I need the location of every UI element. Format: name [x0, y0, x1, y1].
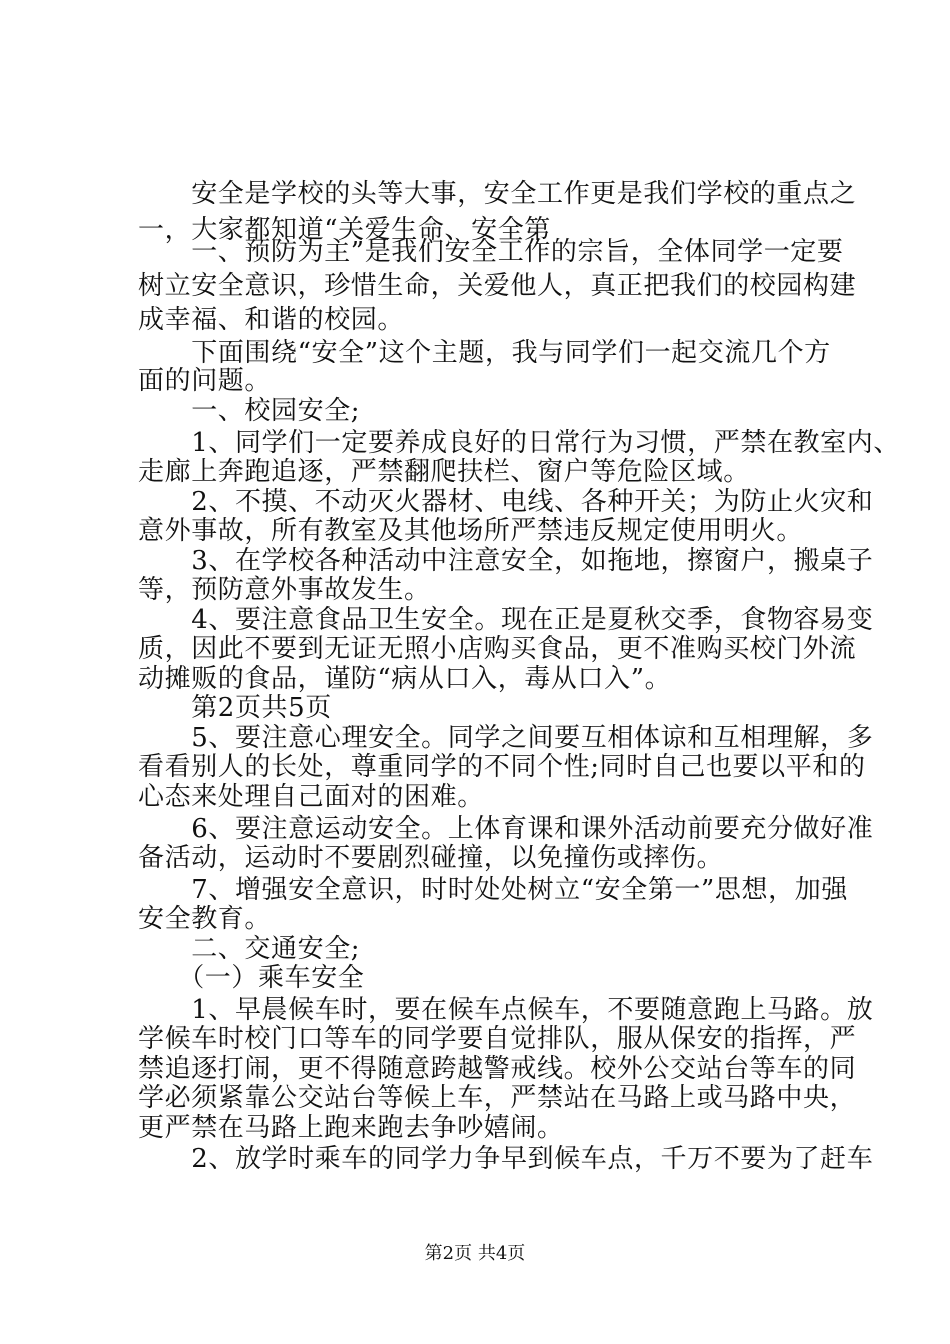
text-line: 6、要注意运动安全。上体育课和课外活动前要充分做好准 [138, 814, 874, 844]
text-line: 一，大家都知道“关爱生命、安全第 [138, 215, 551, 245]
text-line: 树立安全意识，珍惜生命，关爱他人，真正把我们的校园构建 [138, 271, 857, 301]
text-line: 更严禁在马路上跑来跑去争吵嬉闹。 [138, 1113, 564, 1143]
text-line: 备活动，运动时不要剧烈碰撞，以免撞伤或摔伤。 [138, 843, 724, 873]
text-line: 意外事故，所有教室及其他场所严禁违反规定使用明火。 [138, 516, 804, 546]
text-line: 动摊贩的食品，谨防“病从口入，毒从口入”。 [138, 664, 672, 694]
page-footer: 第2页 共4页 [424, 1243, 526, 1264]
text-line: 禁追逐打闹，更不得随意跨越警戒线。校外公交站台等车的同 [138, 1054, 857, 1084]
text-line: 3、在学校各种活动中注意安全，如拖地，擦窗户，搬桌子 [138, 546, 874, 576]
text-line: 面的问题。 [138, 366, 272, 396]
text-line: 2、不摸、不动灭火器材、电线、各种开关；为防止火灾和 [138, 487, 874, 517]
text-line: 4、要注意食品卫生安全。现在正是夏秋交季，食物容易变 [138, 605, 874, 635]
subsection-heading: （一）乘车安全 [138, 963, 365, 993]
text-line: 1、同学们一定要养成良好的日常行为习惯，严禁在教室内、 [138, 428, 900, 458]
text-line: 一、预防为主”是我们安全工作的宗旨，全体同学一定要 [138, 237, 844, 267]
text-line: 下面围绕“安全”这个主题，我与同学们一起交流几个方 [138, 338, 831, 368]
text-line: 走廊上奔跑追逐，严禁翻爬扶栏、窗户等危险区域。 [138, 457, 750, 487]
section-heading: 二、交通安全; [138, 934, 361, 964]
inline-page-marker: 第2页共5页 [138, 693, 332, 723]
text-line: 学必须紧靠公交站台等候上车，严禁站在马路上或马路中央， [138, 1083, 857, 1113]
text-line: 5、要注意心理安全。同学之间要互相体谅和互相理解，多 [138, 723, 874, 753]
text-line: 质，因此不要到无证无照小店购买食品，更不准购买校门外流 [138, 634, 857, 664]
text-line: 心态来处理自己面对的困难。 [138, 782, 484, 812]
text-line: 等，预防意外事故发生。 [138, 575, 431, 605]
text-line: 学候车时校门口等车的同学要自觉排队，服从保安的指挥，严 [138, 1024, 857, 1054]
text-line: 7、增强安全意识，时时处处树立“安全第一”思想，加强 [138, 875, 848, 905]
text-line: 成幸福、和谐的校园。 [138, 305, 405, 335]
text-line: 安全教育。 [138, 904, 272, 934]
text-line: 安全是学校的头等大事，安全工作更是我们学校的重点之 [138, 179, 857, 209]
text-line: 2、放学时乘车的同学力争早到候车点，千万不要为了赶车 [138, 1144, 874, 1174]
text-line: 看看别人的长处，尊重同学的不同个性;同时自己也要以平和的 [138, 752, 866, 782]
text-line: 1、早晨候车时，要在候车点候车，不要随意跑上马路。放 [138, 995, 874, 1025]
section-heading: 一、校园安全; [138, 396, 361, 426]
